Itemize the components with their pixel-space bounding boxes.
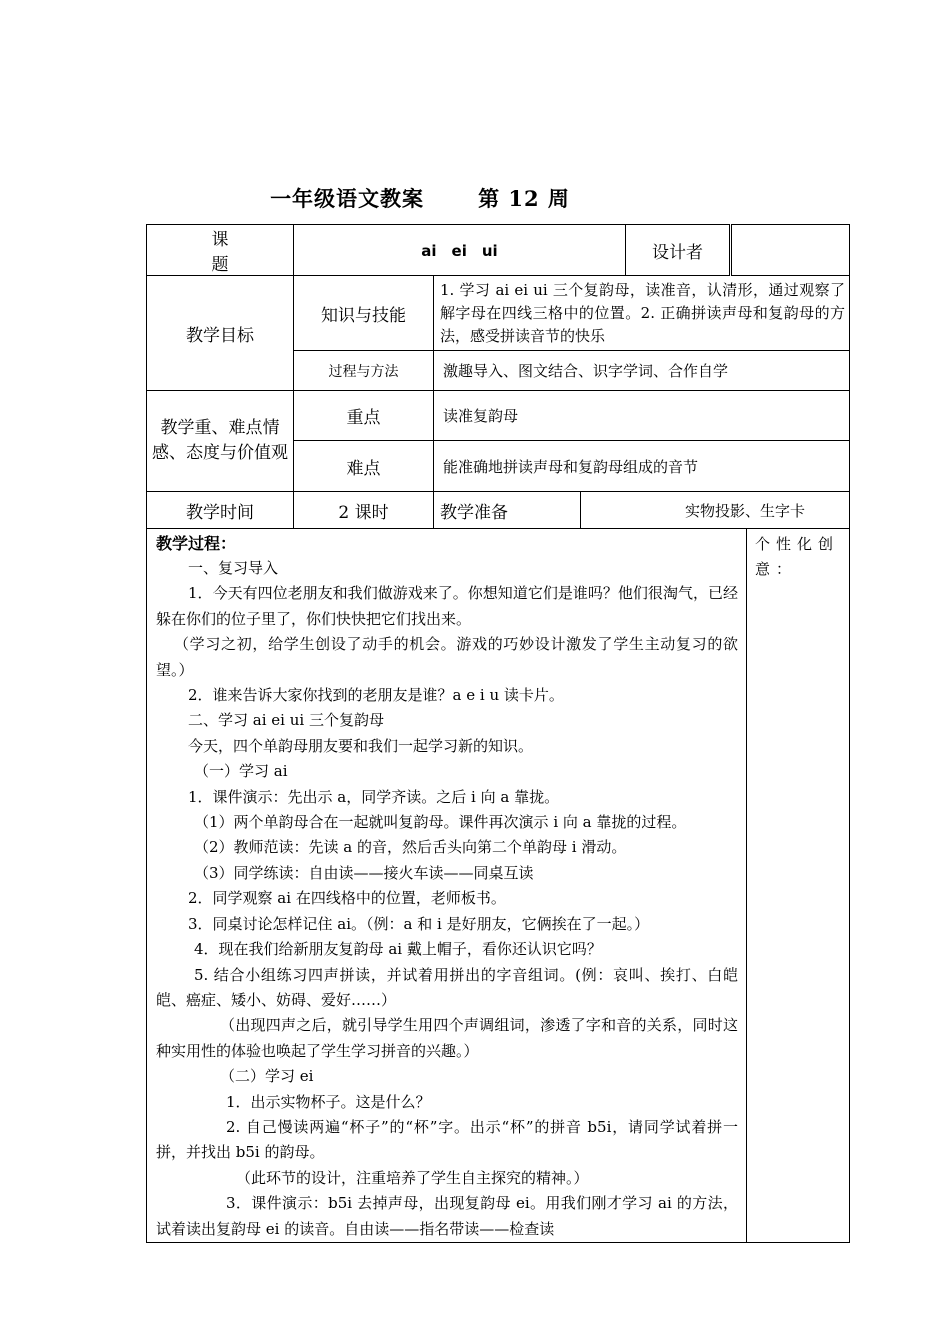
lesson-plan-table <box>146 224 850 1243</box>
prep-label: 教学准备 <box>434 492 581 529</box>
teaching-process <box>147 529 747 1243</box>
prep-value: 实物投影、生字卡 <box>581 492 850 529</box>
difficulty-label: 难点 <box>294 441 434 492</box>
process-line: 4．现在我们给新朋友复韵母 ai 戴上帽子，看你还认识它吗？ <box>194 940 602 959</box>
personal-creativity: 个性化创意： <box>747 529 850 1243</box>
page-title <box>0 183 840 213</box>
process-method-label: 过程与方法 <box>294 351 434 391</box>
process-line: 1．出示实物杯子。这是什么？ <box>226 1092 431 1111</box>
process-line: （出现四声之后，就引导学生用四个声调组词，渗透了字和音的关系，同时这种实用性的体验也唤起了学生学习拼音的兴趣。） <box>156 1016 739 1060</box>
goals-label: 教学目标 <box>147 276 294 391</box>
process-line: （2）教师范读：先读 a 的音，然后舌头向第二个单韵母 i 滑动。 <box>194 838 627 857</box>
process-line: 3．课件演示：b5i 去掉声母，出现复韵母 ei。用我们刚才学习 ai 的方法，试着读出复韵母 ei 的读音。自由读——指名带读——检查读 <box>156 1194 739 1238</box>
process-line: （一）学习 ai <box>194 762 288 781</box>
process-line: （3）同学练读：自由读——接火车读——同桌互读 <box>194 863 534 882</box>
time-label: 教学时间 <box>147 492 294 529</box>
time-row <box>147 492 850 529</box>
time-value: 2 课时 <box>294 492 434 529</box>
process-line: （学习之初，给学生创设了动手的机会。游戏的巧妙设计激发了学生主动复习的欲望。） <box>156 635 739 679</box>
difficulty-text: 能准确地拼读声母和复韵母组成的音节 <box>434 441 850 492</box>
focus-row <box>147 391 850 441</box>
process-line: 1．课件演示：先出示 a，同学齐读。之后 i 向 a 靠拢。 <box>188 787 560 806</box>
knowledge-label: 知识与技能 <box>294 276 434 351</box>
knowledge-row <box>147 276 850 351</box>
process-row <box>147 529 850 1243</box>
process-line: 2. 自己慢读两遍“杯子”的“杯”字。出示“杯”的拼音 b5i，请同学试着拼一拼，并找出 b5i 的韵母。 <box>156 1117 739 1162</box>
process-line: 2．同学观察 ai 在四线格中的位置，老师板书。 <box>188 889 506 908</box>
designer-value <box>731 225 850 276</box>
title-week: 第 12 周 <box>478 186 570 211</box>
process-line: 一、复习导入 <box>188 559 279 577</box>
knowledge-text: 1. 学习 ai ei ui 三个复韵母，读准音，认清形，通过观察了解字母在四线三格中的位置。2. 正确拼读声母和复韵母的方法，感受拼读音节的快乐 <box>434 276 850 351</box>
focus-text: 读准复韵母 <box>434 391 850 441</box>
process-line: 今天，四个单韵母朋友要和我们一起学习新的知识。 <box>188 736 534 755</box>
focus-label: 重点 <box>294 391 434 441</box>
topic-value: ai ei ui <box>294 225 626 276</box>
process-line: 3．同桌讨论怎样记住 ai。（例：a 和 i 是好朋友，它俩挨在了一起。） <box>188 914 650 933</box>
topic-label: 课 题 <box>147 225 294 276</box>
process-line: （二）学习 ei <box>220 1067 314 1086</box>
process-line: 二、学习 ai ei ui 三个复韵母 <box>188 711 384 730</box>
process-line: 1．今天有四位老朋友和我们做游戏来了。你想知道它们是谁吗？他们很淘气，已经躲在你们的位子里了，你们快快把它们找出来。 <box>156 584 739 628</box>
process-line: （1）两个单韵母合在一起就叫复韵母。课件再次演示 i 向 a 靠拢的过程。 <box>194 813 687 832</box>
process-line: （此环节的设计，注重培养了学生自主探究的精神。） <box>236 1168 589 1187</box>
process-method-text: 激趣导入、图文结合、识字学词、合作自学 <box>434 351 850 391</box>
process-line: 2．谁来告诉大家你找到的老朋友是谁？a e i u 读卡片。 <box>188 686 564 705</box>
designer-label: 设计者 <box>626 225 731 276</box>
title-main: 一年级语文教案 <box>270 186 425 211</box>
process-line: 5. 结合小组练习四声拼读，并试着用拼出的字音组词。(例：哀叫、挨打、白皑皑、癌症、矮小、妨碍、爱好……） <box>156 965 739 1009</box>
topic-row <box>147 225 850 276</box>
key-label: 教学重、难点情感、态度与价值观 <box>147 391 294 492</box>
process-heading: 教学过程： <box>156 534 237 553</box>
